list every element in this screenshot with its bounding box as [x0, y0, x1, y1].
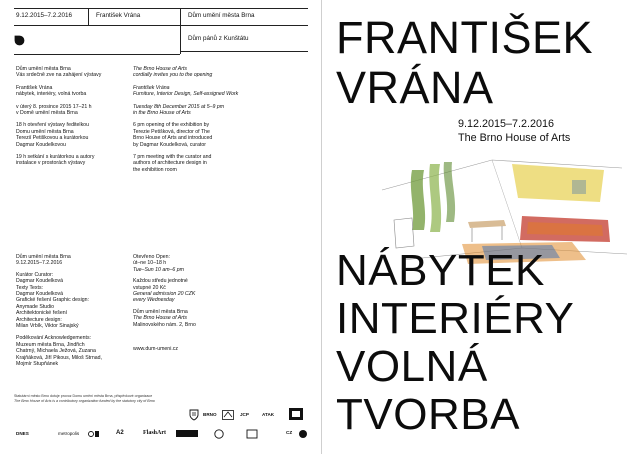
paragraph: 18 h otevření výstavy ředitelkou Domu umění města Brna Terezií Petiškovou a kurátorkou Dagmar Koudelkovou	[16, 122, 89, 148]
paragraph: Dům umění města Brna 9.12.2015–7.2.2016	[16, 254, 71, 267]
subtitle-interiors: INTERIÉRY	[336, 294, 575, 343]
sponsor-brno-logo: BRNO	[203, 412, 217, 417]
sponsor-cz-logo: CZ	[286, 430, 293, 435]
paragraph: Dům umění města Brna Vás srdečně zve na zahájení výstavy	[16, 66, 102, 79]
paragraph: 19 h setkání s kurátorkou a autory instalace v prostorách výstavy	[16, 154, 95, 167]
funding-note: Statutární město Brno dotuje provoz Domu umění města Brna, přispěvkové organizace The Brno House of Arts is a contributory organization funded by the statutory city of Brno	[14, 394, 155, 403]
subtitle-free: VOLNÁ	[336, 342, 488, 391]
partner-circle-logo-icon	[214, 429, 224, 439]
header-top-rule	[14, 8, 308, 9]
partner-dot-logo-icon	[298, 429, 308, 439]
subtitle-work: TVORBA	[336, 390, 520, 439]
invitation-czech	[16, 66, 101, 172]
sponsor-metropolis-logo: metropolis	[58, 431, 80, 436]
paragraph: Poděkování Acknowledgements: Muzeum města Brna, Jindřich Chatrný, Michaela Ježová, Zuzana Krajňáková, Jiří Pikous, Miloš Strnad, Mojmír Stupňánek	[16, 335, 102, 368]
ministry-logo-icon	[222, 410, 234, 420]
header-divider-2	[180, 8, 181, 54]
header-divider-1	[88, 8, 89, 25]
radio-logo-icon	[88, 429, 100, 439]
sponsor-a2-logo: A2	[116, 430, 124, 436]
city-crest-icon	[188, 409, 200, 421]
subtitle-furniture: NÁBYTEK	[336, 246, 545, 295]
sponsor-jcp-logo: JCP	[240, 412, 249, 417]
media-logo-icon	[176, 430, 198, 437]
gallery-logo-icon	[14, 35, 25, 46]
header-venue: Dům umění města Brna	[188, 12, 255, 19]
header-rule-2	[180, 51, 308, 52]
header-artist: František Vrána	[96, 12, 141, 19]
header-venue-2: Dům pánů z Kunštátu	[188, 35, 249, 42]
sponsor-atak-logo: ATAK	[262, 412, 275, 417]
title-artist-first: FRANTIŠEK	[336, 12, 594, 63]
website-link[interactable]: www.dum-umeni.cz	[133, 346, 178, 353]
paragraph: František Vrána nábytek, interiéry, volná tvorba	[16, 84, 87, 98]
partner-logo-icon	[289, 408, 303, 420]
paragraph: v úterý 8. prosince 2015 17–21 h v Domě umění města Brna	[16, 103, 92, 117]
cover-dates-venue: 9.12.2015–7.2.2016 The Brno House of Arts	[458, 118, 571, 144]
paragraph: The Brno House of Arts cordially invites you to the opening	[133, 66, 213, 79]
sponsor-dnes-logo: DNES	[16, 431, 29, 436]
sponsor-flashart-logo: FlashArt	[143, 430, 166, 436]
invitation-english	[133, 66, 238, 178]
paragraph: Otevřeno Open: út–ne 10–18 h Tue–Sun 10 am–6 pm	[133, 254, 184, 273]
credits-column	[16, 254, 102, 373]
paragraph: Každou středu jednotné vstupné 20 Kč General admission 20 CZK every Wednesday	[133, 278, 196, 304]
paragraph: 7 pm meeting with the curator and authors of architecture design in the exhibition room	[133, 154, 212, 173]
header-rule-1	[14, 25, 308, 26]
header-rule-3	[14, 54, 180, 55]
header-dates: 9.12.2015–7.2.2016	[16, 12, 73, 19]
paragraph: František Vrána Furniture, Interior Design, Self-assigned Work	[133, 84, 239, 98]
paragraph: Tuesday 8th December 2015 at 5–9 pm in the Brno House of Arts	[133, 103, 225, 117]
paragraph: Kurátor Curator: Dagmar Koudelková Texty Texts: Dagmar Koudelková Grafické řešení Graphic design: Anymade Studio Architektonické řešení Architecture design: Milan Vrbík, Viktor Sinajský	[16, 271, 89, 330]
paragraph: 6 pm opening of the exhibition by Terezie Petišková, director of The Brno House of Arts and introduced by Dagmar Koudelková, curator	[133, 122, 213, 148]
partner-square-logo-icon	[246, 429, 258, 439]
title-artist-last: VRÁNA	[336, 62, 494, 113]
visitor-info-column	[133, 254, 196, 357]
paragraph: Dům umění města Brna The Brno House of Arts Malinovského nám. 2, Brno	[133, 308, 196, 328]
